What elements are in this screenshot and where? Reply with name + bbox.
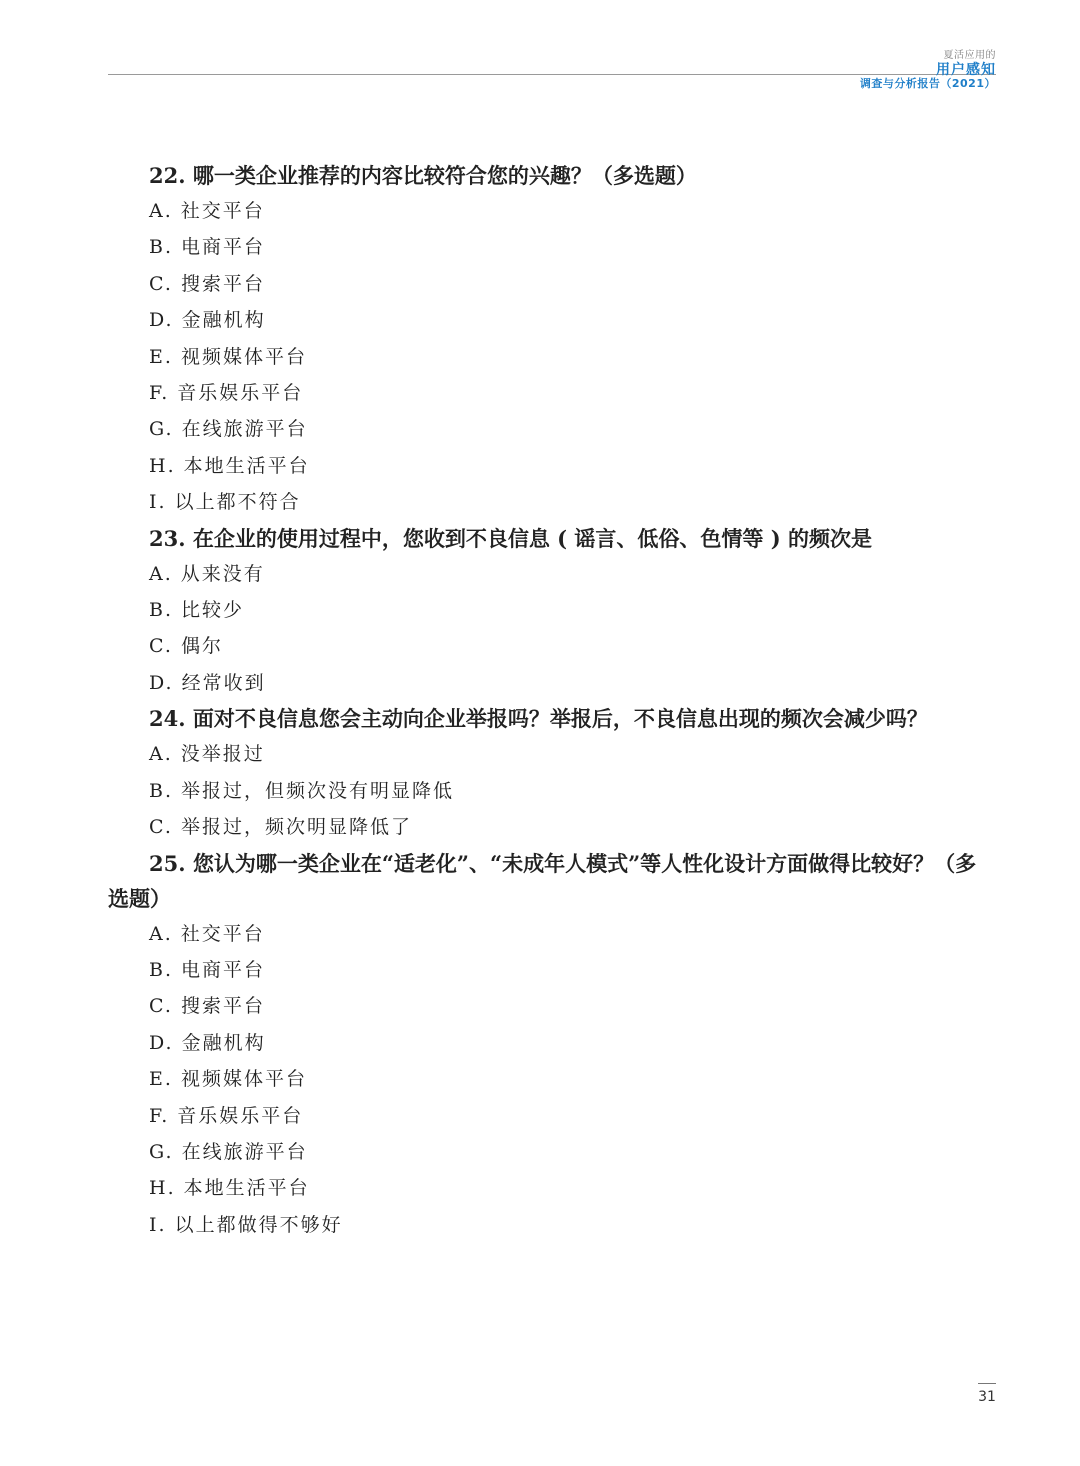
option-22-c: C. 搜索平台 (149, 272, 265, 295)
option-23-b: B. 比较少 (149, 599, 245, 622)
question-22-options (108, 193, 1000, 521)
option-23-c: C. 偶尔 (149, 635, 223, 658)
option-24-a: A. 没举报过 (149, 743, 265, 766)
question-22-title: 22. 哪一类企业推荐的内容比较符合您的兴趣？（多选题） (149, 163, 697, 188)
question-24-options (108, 736, 1000, 845)
brand-main-text: 用户感知 (936, 61, 996, 78)
report-brand (860, 50, 996, 90)
option-24-b: B. 举报过，但频次没有明显降低 (149, 779, 455, 802)
option-23-d: D. 经常收到 (149, 671, 266, 694)
option-25-f: F. 音乐娱乐平台 (149, 1104, 304, 1127)
option-24-c: C. 举报过，频次明显降低了 (149, 816, 412, 839)
brand-small-text: 夏活应用的 (943, 50, 996, 61)
page-number: 31 (978, 1389, 996, 1405)
option-22-d: D. 金融机构 (149, 309, 266, 332)
question-25-title-line1: 25. 您认为哪一类企业在“适老化”、“未成年人模式”等人性化设计方面做得比较好？（多 (149, 850, 977, 876)
option-22-e: E. 视频媒体平台 (149, 345, 307, 368)
option-25-b: B. 电商平台 (149, 958, 266, 981)
option-22-g: G. 在线旅游平台 (149, 418, 308, 441)
option-25-i: I. 以上都做得不够好 (149, 1213, 343, 1236)
survey-content (108, 158, 1000, 1243)
question-24-title: 24. 面对不良信息您会主动向企业举报吗？举报后，不良信息出现的频次会减少吗？ (149, 706, 928, 732)
option-22-h: H. 本地生活平台 (149, 454, 310, 477)
option-25-e: E. 视频媒体平台 (149, 1068, 307, 1091)
question-23-options (108, 556, 1000, 702)
option-25-g: G. 在线旅游平台 (149, 1140, 308, 1163)
brand-sub-text: 调查与分析报告（2021） (859, 76, 996, 90)
option-25-d: D. 金融机构 (149, 1031, 266, 1054)
option-23-a: A. 从来没有 (149, 562, 265, 585)
option-22-a: A. 社交平台 (149, 200, 265, 222)
question-23-title: 23. 在企业的使用过程中，您收到不良信息 ( 谣言、低俗、色情等 ) 的频次是 (149, 525, 872, 551)
option-22-f: F. 音乐娱乐平台 (149, 382, 304, 405)
option-25-h: H. 本地生活平台 (149, 1177, 310, 1200)
question-25-options (108, 916, 1000, 1244)
option-25-a: A. 社交平台 (149, 922, 265, 945)
question-25-title-line2: 选题） (108, 885, 171, 911)
option-22-b: B. 电商平台 (149, 236, 266, 259)
page-number-rule (978, 1383, 996, 1384)
option-22-i: I. 以上都不符合 (149, 491, 301, 514)
option-25-c: C. 搜索平台 (149, 995, 265, 1018)
